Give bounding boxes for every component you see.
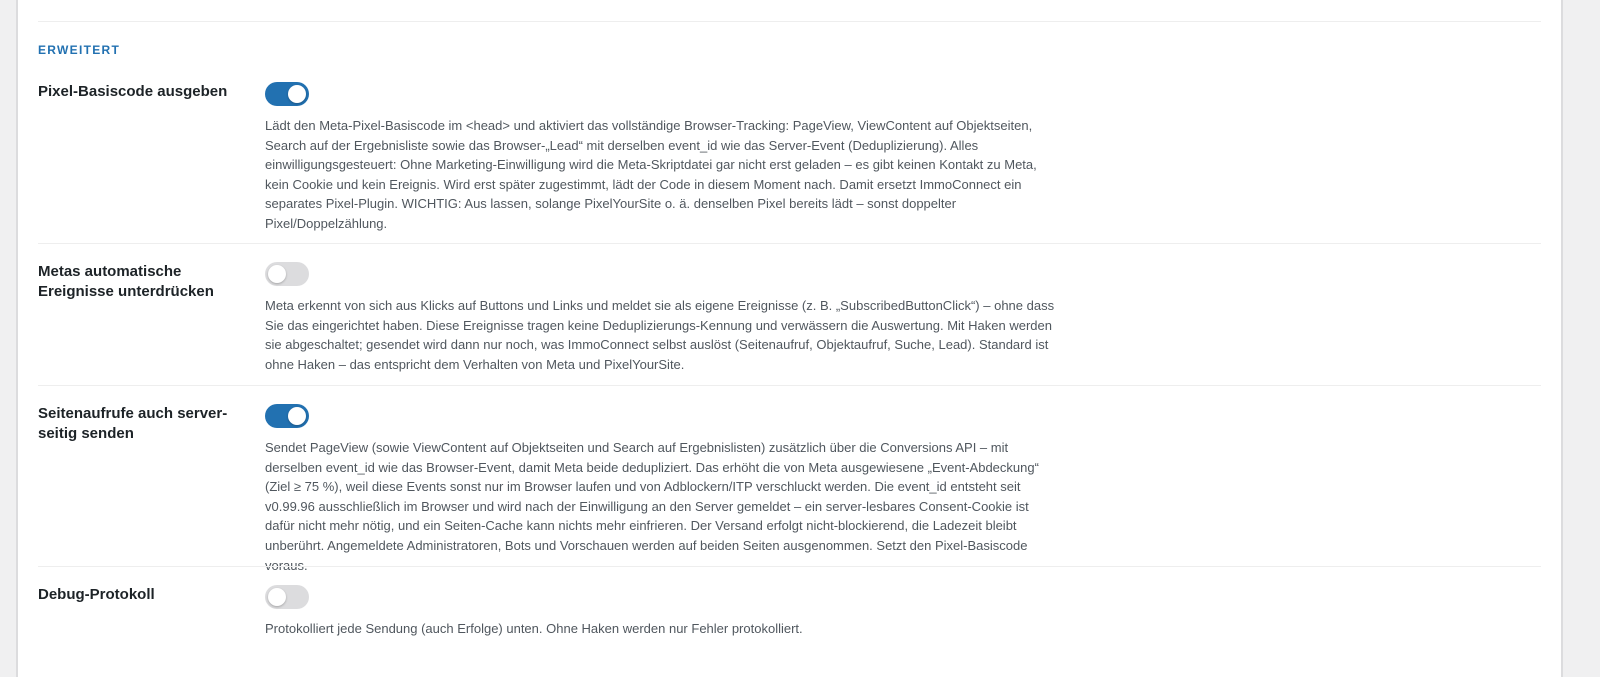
suppress-auto-events-toggle[interactable] [265,262,309,286]
row-divider [38,243,1541,244]
top-divider [38,21,1541,22]
setting-control [265,262,1065,374]
setting-label: Pixel-Basiscode ausgeben [38,83,228,100]
setting-control [265,404,1065,575]
toggle-knob [288,85,306,103]
setting-label: Seitenaufrufe auch server-seitig senden [38,405,228,442]
row-divider [38,566,1541,567]
setting-control [265,585,1065,639]
setting-control [265,82,1065,234]
toggle-knob [268,588,286,606]
setting-description: Sendet PageView (sowie ViewContent auf Objektseiten und Search auf Ergebnislisten) zusätzlich über die Conversions API – mit derselben event_id wie das Browser-Event, damit Meta beide dedupliziert. Das erhöht die von Meta ausgewiesene „Event-Abdeckung“ (Ziel ≥ 75 %), weil diese Events sonst nur im Browser laufen und von Adblockern/ITP verschluckt werden. Die event_id entsteht seit v0.99.96 ausschließlich im Browser und wird nach der Einwilligung an den Server gemeldet – ein server-lesbares Consent-Cookie ist dafür nicht mehr nötig, und ein Seiten-Cache kann nichts mehr einfrieren. Der Versand erfolgt nicht-blockierend, die Ladezeit bleibt unberührt. Angemeldete Administratoren, Bots und Vorschauen werden auf beiden Seiten ausgenommen. Setzt den Pixel-Basiscode [265,440,1039,553]
setting-label: Metas automatische Ereignisse unterdrücken [38,263,214,300]
settings-panel [16,0,1563,677]
toggle-knob [268,265,286,283]
row-divider [38,385,1541,386]
debug-log-toggle[interactable] [265,585,309,609]
pixel-basecode-toggle[interactable] [265,82,309,106]
setting-description: Lädt den Meta-Pixel-Basiscode im <head> und aktiviert das vollständige Browser-Tracking: PageView, ViewContent auf Objektseiten, Search auf der Ergebnisliste sowie das Browser-„Lead“ mit derselben event_id wie das Server-Event (Deduplizierung). Alles einwilligungsgesteuert: Ohne Marketing-Einwilligung wird die Meta-Skriptdatei gar nicht erst geladen – es gibt keinen Kontakt zu Meta, kein Cookie und kein Ereignis. Wird erst später zugestimmt, lädt der Code in diesem Moment nach. Damit ersetzt ImmoConnect ein separates Pixel-Plugin. WICHTIG: Aus lassen, solange PixelYourSite o. ä. denselben Pixel bereits lädt – sonst doppelter Pixel/Doppelzählung. [265,118,1037,231]
setting-label: Debug-Protokoll [38,586,155,603]
setting-description: Meta erkennt von sich aus Klicks auf Buttons und Links und meldet sie als eigene Ereignisse (z. B. „SubscribedButtonClick“) – ohne dass Sie das eingerichtet haben. Diese Ereignisse tragen keine Deduplizierungs-Kennung und verwässern die Auswertung. Mit Haken werden sie abgeschaltet; gesendet wird dann nur noch, was ImmoConnect selbst auslöst (Seitenaufruf, Objektaufruf, Suche, Lead). Standard ist ohne Haken – das entspricht dem Verhalten von Meta und PixelYourSite. [265,298,1055,372]
toggle-knob [288,407,306,425]
setting-description: Protokolliert jede Sendung (auch Erfolge) unten. Ohne Haken werden nur Fehler protokolliert. [265,621,803,636]
server-pageviews-toggle[interactable] [265,404,309,428]
section-title: ERWEITERT [38,43,121,57]
